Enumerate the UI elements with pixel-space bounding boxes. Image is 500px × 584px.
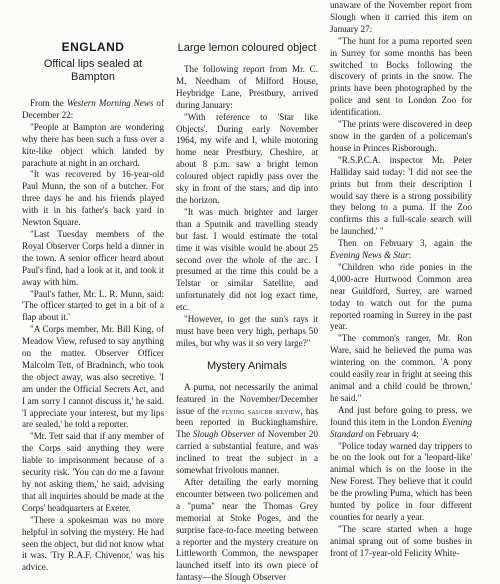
paragraph: "Last Tuesday members of the Royal Observer Corps held a dinner in the town. A senior officer heard about Paul's find, had a look at it, and took it away with him. xyxy=(22,228,164,287)
article-heading: Mystery Animals xyxy=(206,359,288,372)
paragraph: "The prints were discovered in deep snow in the garden of a policeman's house in Princes Risborough. xyxy=(330,119,472,153)
column-1 xyxy=(22,0,164,573)
paragraph: "It was much brighter and larger than a Sputnik and travelling steady but fast. I would estimate the total time it was visible would be about 25 second over the whole of the arc. I presumed at the time this could be a Telstar or similar Satellite, and unfortunately did not log exact time, etc. xyxy=(176,206,318,313)
section-heading: ENGLAND xyxy=(61,40,125,54)
column-2 xyxy=(176,0,319,583)
paragraph: A puma, not necessarily the animal featured in the November/December issue of the flying saucer review, has been reported in Buckinghamshire. The Slough Observer of November 20 carried a substantial feature, and was inclined to treat the subject in a somewhat frivolous manner. xyxy=(176,381,319,476)
paragraph: From the Western Morning News of December 22: xyxy=(22,98,164,120)
paragraph: "With reference to 'Star like Objects'. During early November 1964, my wife and I, while motoring home near Prestbury, Cheshire, at about 8 p.m. saw a bright lemon coloured object rapidly pass over the sky in front of the stars, and dip into the horizon. xyxy=(176,111,318,205)
article-heading: Offical lips sealed at Bampton xyxy=(43,58,143,83)
paragraph: "A Corps member, Mr. Bill King, of Meadow View, refused to say anything on the matter. Observer Officer Malcolm Tett, of Bradninch, who took the object away, was also secretive. 'I am under the Official Secrets Act, and I am sorry I cannot discuss it,' he said. 'I appreciate your interest, but my lips are sealed,' he told a reporter. xyxy=(22,324,164,430)
paragraph: "People at Bampton are wondering why there has been such a fuss over a kite-like object which landed by parachute at night in an orchard. xyxy=(22,121,164,168)
paragraph: "The hunt for a puma reported seen in Surrey for some months has been switched to Bocks following the discovery of prints in the snow. The prints have been photographed by the police and sent to London Zoo for identification. xyxy=(330,35,472,118)
paragraph: "Paul's father, Mr. L. R. Munn, said: 'The officer started to get in a bit of a flap about it.' xyxy=(22,288,164,323)
paragraph: After detailing the early morning encounter between two policemen and a "puma" near the Thomas Grey memorial at Stoke Poges, and the surprise face-to-face meeting between a reporter and the mystery creature on Littleworth Common, the newspaper launched itself into its own piece of fantasy—the Slough Observer xyxy=(176,477,318,583)
paragraph: "The common's ranger, Mr. Ron Ware, said he believed the puma was wintering on the common. 'A pony could easily rear in fright at seeing this animal and a child could be thrown,' he said." xyxy=(330,333,472,403)
paragraph: "Mr. Tett said that if any member of the Corps said anything they were liable to imprisonment because of a security risk. 'You can do me a favour by not asking them,' he said, advising that all inquiries should be made at the Corps' headquarters at Exeter. xyxy=(22,431,164,513)
paragraph: "The scare started when a huge animal sprang out of some bushes in front of 17-year-old Felicity White- xyxy=(330,523,472,558)
paragraph: And just before going to press, we found this item in the London Evening Standard on February 4: xyxy=(330,404,472,439)
paragraph: "Police today warned day trippers to be on the look out for a 'leopard-like' animal which is on the loose in the New Forest. They believe that it could be the prowling Puma, which has been hunted by police in four different counties for nearly a year. xyxy=(330,440,472,522)
paragraph: The following report from Mr. C. M. Needham of Milford House, Heybridge Lane, Prestbury, arrived during January: xyxy=(176,64,318,110)
paragraph: Then on February 3, again the Evening News & Star: xyxy=(330,238,472,261)
column-3 xyxy=(330,0,472,558)
article-heading: Large lemon coloured object xyxy=(177,42,317,54)
paragraph: "However, to get the sun's rays it must have been very high, perhaps 50 miles, but why was it so very large?" xyxy=(176,314,318,348)
paragraph: "It was recovered by 16-year-old Paul Munn, the son of a butcher. For three days he and his friends played with it in his father's back yard in Newton Square. xyxy=(22,169,164,228)
paragraph: "R.S.P.C.A. inspector Mr. Peter Halliday said today: 'I did not see the prints but from their description I would say there is a strong possibility they belong to a puma. If the Zoo confirms this a full-scale search will be launched.' " xyxy=(330,154,472,237)
paragraph: unaware of the November report from Slough when it carried this item on January 27: xyxy=(330,0,472,34)
paragraph: "There a spokesman was no more helpful in solving the mystery. He had seen the object, but did not know what it was. 'Try R.A.F. Chivenor,' was his advice. xyxy=(22,514,164,573)
paragraph: "Children who ride ponies in the 4,000-acre Hurtwood Common area near Guildford, Surrey, are warned today to watch out for the puma reported roaming in Surrey in the past year. xyxy=(330,261,472,332)
